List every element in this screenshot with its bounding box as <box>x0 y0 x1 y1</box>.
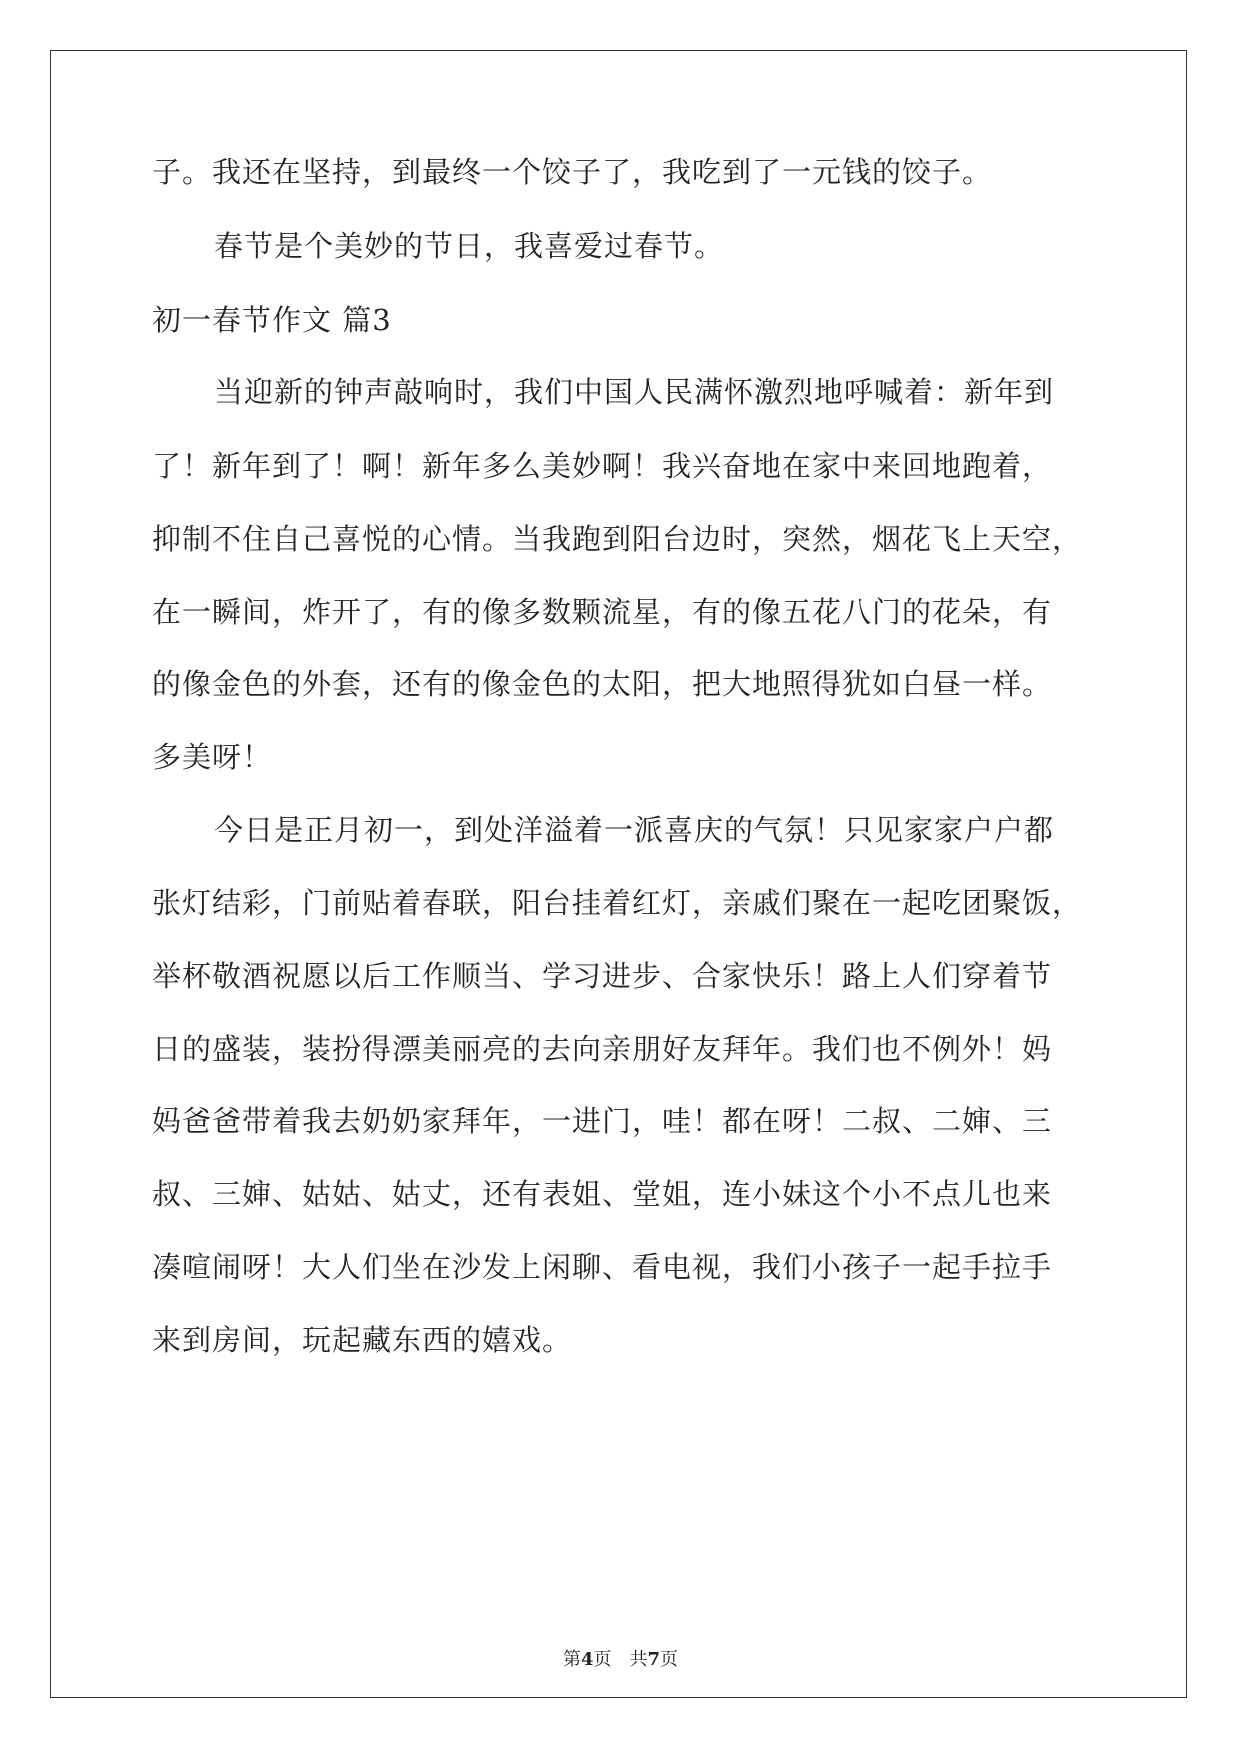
page-footer <box>0 1648 1241 1672</box>
text-line: 张灯结彩，门前贴着春联，阳台挂着红灯，亲戚们聚在一起吃团聚饭， <box>152 886 1083 920</box>
text-line: 子。我还在坚持，到最终一个饺子了，我吃到了一元钱的饺子。 <box>152 155 993 189</box>
text-line: 抑制不住自己喜悦的心情。当我跑到阳台边时，突然，烟花飞上天空， <box>152 522 1083 556</box>
text-line: 春节是个美妙的节日，我喜爱过春节。 <box>214 229 725 263</box>
page-border <box>50 50 1187 1698</box>
text-line: 的像金色的外套，还有的像金色的太阳，把大地照得犹如白昼一样。 <box>152 667 1053 701</box>
text-line: 今日是正月初一，到处洋溢着一派喜庆的气氛！只见家家户户都 <box>214 813 1055 847</box>
section-heading: 初一春节作文 篇3 <box>152 303 392 337</box>
text-line: 日的盛装，装扮得漂美丽亮的去向亲朋好友拜年。我们也不例外！妈 <box>152 1032 1053 1066</box>
total-page-number: 7 <box>647 1649 661 1670</box>
footer-mid: 页 共 <box>593 1649 648 1670</box>
text-line: 了！新年到了！啊！新年多么美妙啊！我兴奋地在家中来回地跑着， <box>152 449 1053 483</box>
current-page-number: 4 <box>580 1649 594 1670</box>
text-line: 凑喧闹呀！大人们坐在沙发上闲聊、看电视，我们小孩子一起手拉手 <box>152 1250 1053 1284</box>
footer-prefix: 第 <box>562 1649 581 1670</box>
text-line: 叔、三婶、姑姑、姑丈，还有表姐、堂姐，连小妹这个小不点儿也来 <box>152 1177 1053 1211</box>
footer-suffix: 页 <box>660 1649 679 1670</box>
text-line: 举杯敬酒祝愿以后工作顺当、学习进步、合家快乐！路上人们穿着节 <box>152 959 1053 993</box>
text-line: 来到房间，玩起藏东西的嬉戏。 <box>152 1323 573 1357</box>
text-line: 当迎新的钟声敲响时，我们中国人民满怀激烈地呼喊着：新年到 <box>214 375 1055 409</box>
text-line: 妈爸爸带着我去奶奶家拜年，一进门，哇！都在呀！二叔、二婶、三 <box>152 1104 1053 1138</box>
text-line: 在一瞬间，炸开了，有的像多数颗流星，有的像五花八门的花朵，有 <box>152 595 1053 629</box>
text-line: 多美呀！ <box>152 740 273 774</box>
